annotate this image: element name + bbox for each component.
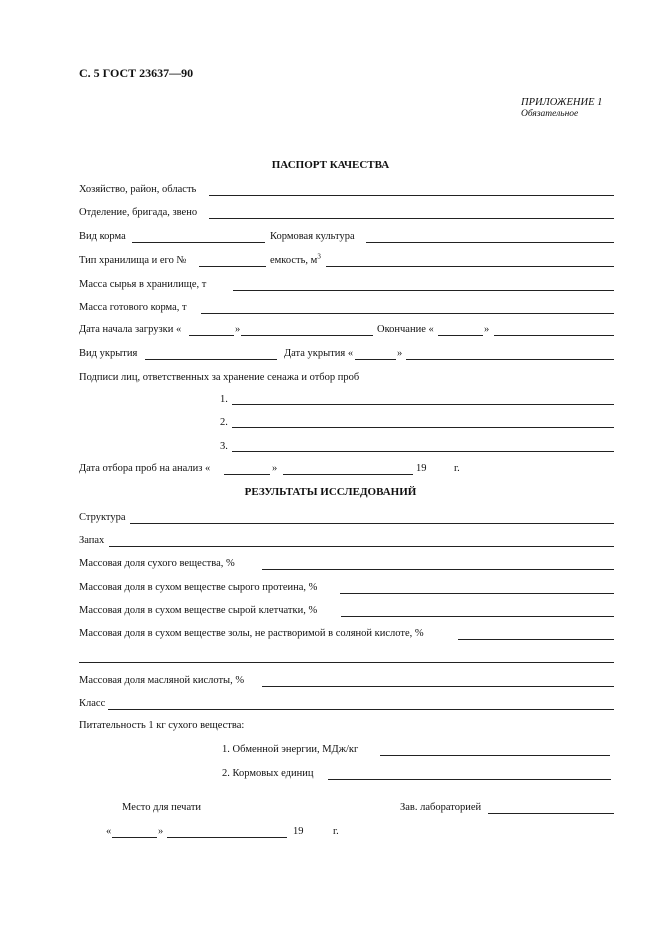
smell-label: Запах	[79, 535, 105, 546]
appendix-status: Обязательное	[521, 109, 579, 119]
sample-date-month-field	[283, 474, 413, 475]
sample-date-year: 19	[416, 463, 427, 474]
forage-crop-field	[366, 242, 614, 243]
feed-type-label: Вид корма	[79, 231, 126, 242]
end-label: Окончание «	[377, 324, 434, 335]
sample-date-day-field	[224, 474, 270, 475]
footer-year: 19	[293, 826, 304, 837]
storage-type-label: Тип хранилища и его №	[79, 255, 187, 266]
ash-field	[458, 639, 614, 640]
raw-mass-field	[233, 290, 614, 291]
exchange-energy-label: 1. Обменной энергии, МДж/кг	[222, 744, 359, 755]
footer-date-day-field	[112, 837, 157, 838]
nutrition-label: Питательность 1 кг сухого вещества:	[79, 720, 245, 731]
butyric-acid-label: Массовая доля масляной кислоты, %	[79, 675, 245, 686]
footer-year-abbr: г.	[333, 826, 339, 837]
signature-2-number: 2.	[220, 417, 228, 428]
structure-field	[130, 523, 614, 524]
footer-date-open-quote: «	[106, 826, 112, 837]
load-start-month-field	[241, 335, 373, 336]
fiber-label: Массовая доля в сухом веществе сырой клетчатки, %	[79, 605, 318, 616]
finished-mass-field	[201, 313, 614, 314]
class-field	[108, 709, 614, 710]
footer-date-close-quote: »	[158, 826, 164, 837]
passport-title: ПАСПОРТ КАЧЕСТВА	[271, 159, 390, 171]
cover-date-month-field	[406, 359, 614, 360]
dry-matter-field	[262, 569, 614, 570]
appendix-label: ПРИЛОЖЕНИЕ 1	[521, 97, 603, 108]
ash-label: Массовая доля в сухом веществе золы, не растворимой в соляной кислоте, %	[79, 628, 424, 639]
forage-crop-label: Кормовая культура	[270, 231, 355, 242]
cover-date-quote: »	[397, 348, 403, 359]
end-month-field	[494, 335, 614, 336]
protein-label: Массовая доля в сухом веществе сырого протеина, %	[79, 582, 318, 593]
load-start-day-field	[189, 335, 234, 336]
class-label: Класс	[79, 698, 106, 709]
load-start-quote: »	[235, 324, 241, 335]
signature-1-number: 1.	[220, 394, 228, 405]
signature-1-field	[232, 404, 614, 405]
footer-date-month-field	[167, 837, 287, 838]
lab-head-label: Зав. лабораторией	[400, 802, 482, 813]
protein-field	[340, 593, 614, 594]
signature-3-field	[232, 451, 614, 452]
farm-field	[209, 195, 614, 196]
stamp-place-label: Место для печати	[122, 802, 202, 813]
sample-date-year-abbr: г.	[454, 463, 460, 474]
page-reference: С. 5 ГОСТ 23637—90	[79, 66, 194, 80]
cover-date-day-field	[355, 359, 396, 360]
lab-head-signature-field	[488, 813, 614, 814]
department-label: Отделение, бригада, звено	[79, 207, 198, 218]
capacity-field	[326, 266, 614, 267]
fiber-field	[341, 616, 614, 617]
farm-label: Хозяйство, район, область	[79, 184, 197, 195]
results-title: РЕЗУЛЬТАТЫ ИССЛЕДОВАНИЙ	[244, 486, 417, 498]
department-field	[209, 218, 614, 219]
smell-field	[109, 546, 614, 547]
feed-units-field	[328, 779, 611, 780]
cover-type-field	[145, 359, 277, 360]
finished-mass-label: Масса готового корма, т	[79, 302, 187, 313]
signature-3-number: 3.	[220, 441, 228, 452]
end-quote: »	[484, 324, 490, 335]
sample-date-quote: »	[272, 463, 278, 474]
feed-type-field	[132, 242, 265, 243]
capacity-label: емкость, $м^3$	[270, 252, 321, 266]
end-day-field	[438, 335, 483, 336]
signature-2-field	[232, 427, 614, 428]
cover-type-label: Вид укрытия	[79, 348, 138, 359]
storage-number-field	[199, 266, 266, 267]
cover-date-label: Дата укрытия «	[284, 348, 354, 359]
ash-field-continuation	[79, 662, 614, 663]
butyric-acid-field	[262, 686, 614, 687]
signatures-label: Подписи лиц, ответственных за хранение сенажа и отбор проб	[79, 372, 360, 383]
feed-units-label: 2. Кормовых единиц	[222, 768, 314, 779]
raw-mass-label: Масса сырья в хранилище, т	[79, 279, 207, 290]
sample-date-label: Дата отбора проб на анализ «	[79, 463, 211, 474]
dry-matter-label: Массовая доля сухого вещества, %	[79, 558, 235, 569]
exchange-energy-field	[380, 755, 610, 756]
structure-label: Структура	[79, 512, 126, 523]
load-start-label: Дата начала загрузки «	[79, 324, 182, 335]
